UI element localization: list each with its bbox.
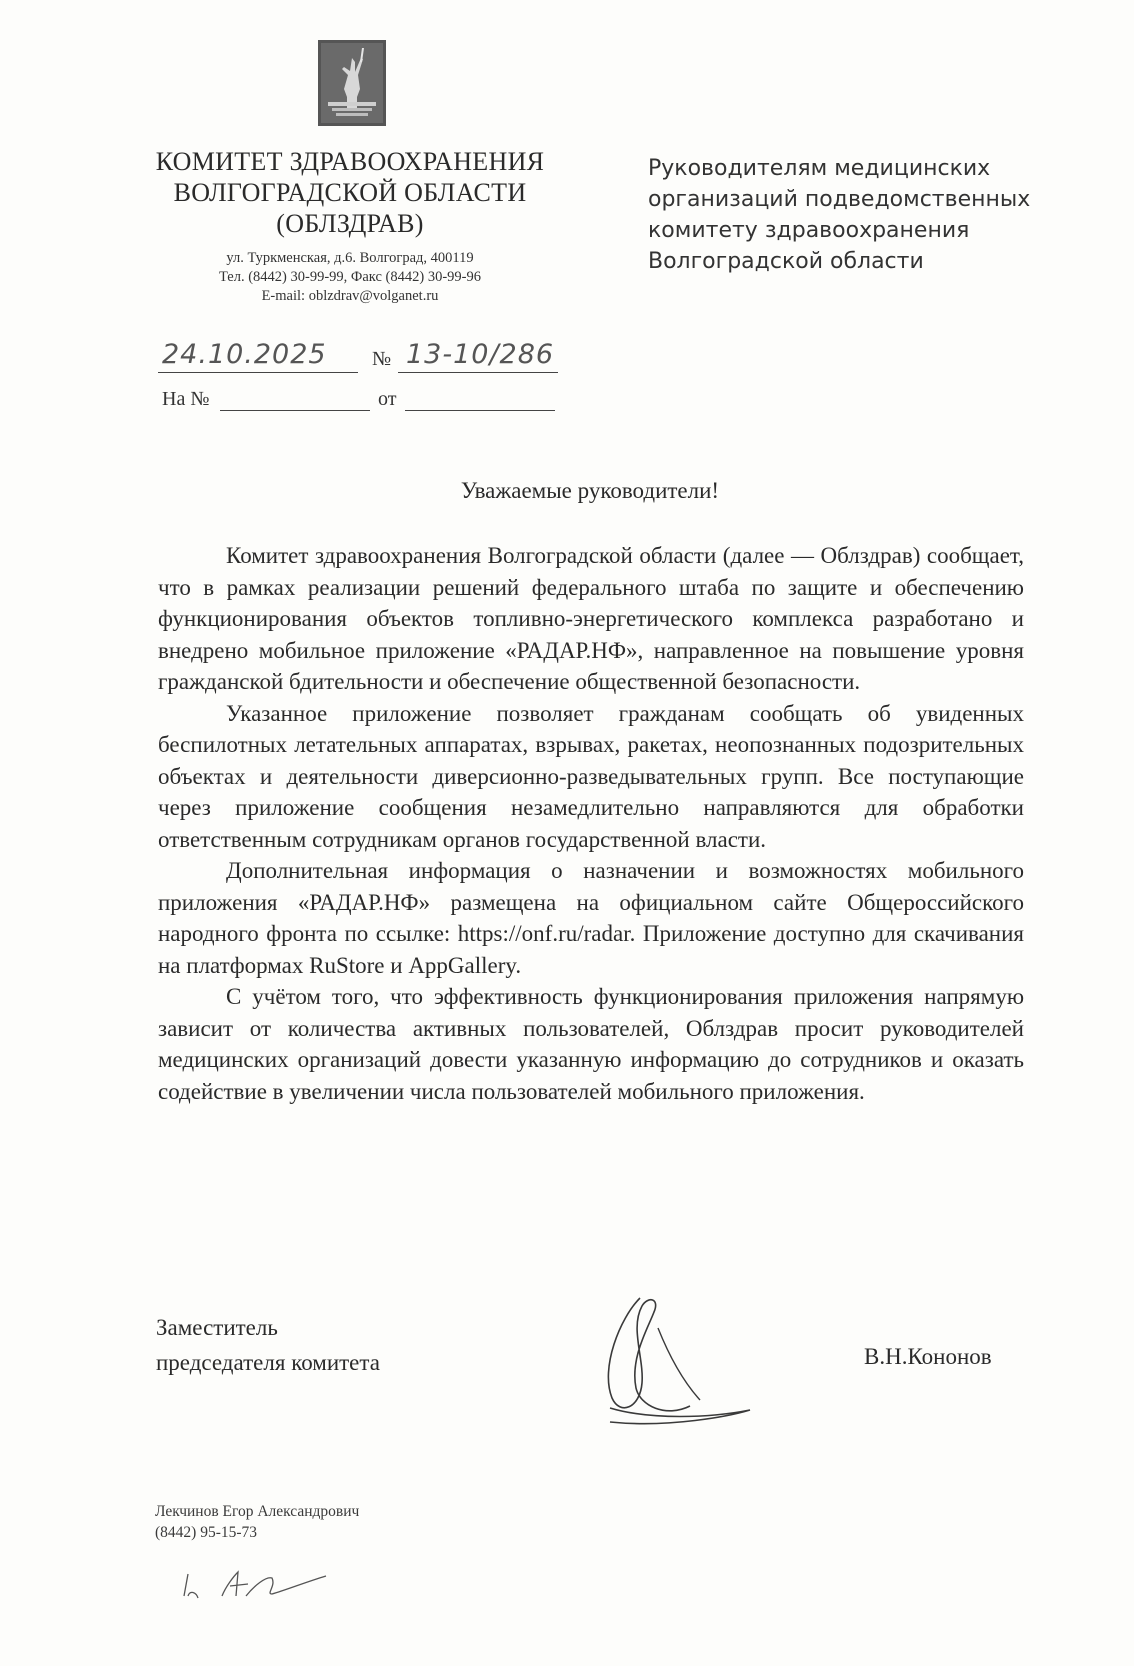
body-paragraph: С учётом того, что эффективность функционирования приложения напрямую зависит от количества активных пользователей, Облздрав просит руководителей медицинских организаций довести указанную информацию до сотрудников и оказать содействие в увеличении числа пользователей мобильного приложения.	[158, 984, 1024, 1104]
organization-contacts	[150, 249, 550, 306]
reply-number-blank	[220, 380, 370, 411]
signer-position-line: Заместитель	[156, 1315, 278, 1340]
salutation: Уважаемые руководители!	[460, 478, 720, 503]
org-name-line: (ОБЛЗДРАВ)	[276, 209, 424, 238]
executor-phone: (8442) 95-15-73	[155, 1524, 258, 1541]
addressee-line: комитету здравоохранения	[648, 218, 970, 243]
outgoing-date-field	[158, 339, 358, 373]
executor-info	[155, 1501, 555, 1543]
addressee-line: организаций подведомственных	[648, 187, 1031, 212]
reply-date-blank	[405, 380, 555, 411]
executor-name: Лекчинов Егор Александрович	[155, 1503, 360, 1520]
body-paragraph: Дополнительная информация о назначении и возможностях мобильного приложения «РАДАР.НФ» размещена на официальном сайте Общероссийского народного фронта по ссылке: https://onf.ru/radar. Приложение доступно для скачивания на платформах RuStore и AppGallery.	[158, 858, 1024, 978]
handwritten-signature	[570, 1288, 770, 1438]
body-paragraph: Комитет здравоохранения Волгоградской области (далее — Облздрав) сообщает, что в рамках реализации решений федерального штаба по защите и обеспечению функционирования объектов топливно-энергетического комплекса разработано и внедрено мобильное приложение «РАДАР.НФ», направленное на повышение уровня гражданской бдительности и обеспечение общественной безопасности.	[158, 543, 1024, 694]
reply-from-label: от	[378, 388, 397, 410]
volgograd-emblem-icon	[318, 40, 386, 126]
addressee-line: Волгоградской области	[648, 249, 924, 274]
handwritten-initials	[176, 1566, 336, 1606]
addressee-line: Руководителям медицинских	[648, 156, 991, 181]
org-address: ул. Туркменская, д.6. Волгоград, 400119	[226, 250, 474, 266]
reply-to-label: На №	[162, 388, 210, 410]
org-name-line: КОМИТЕТ ЗДРАВООХРАНЕНИЯ	[155, 147, 545, 176]
org-name-line: ВОЛГОГРАДСКОЙ ОБЛАСТИ	[173, 178, 527, 207]
org-email: E-mail: oblzdrav@volganet.ru	[261, 288, 439, 304]
letter-body	[158, 540, 1024, 1107]
outgoing-number-field	[398, 339, 558, 373]
signer-position	[156, 1310, 476, 1380]
body-paragraph: Указанное приложение позволяет гражданам сообщать об увиденных беспилотных летательных аппаратах, взрывах, ракетах, неопознанных подозрительных объектах и деятельности диверсионно-разведывательных групп. Все поступающие через приложение сообщения незамедлительно направляются для обработки ответственным сотрудникам органов государственной власти.	[158, 700, 1024, 852]
number-label: №	[372, 348, 392, 370]
organization-name	[140, 146, 560, 239]
outgoing-number: 13-10/286	[406, 339, 555, 370]
signer-position-line: председателя комитета	[156, 1350, 380, 1375]
org-phone-fax: Тел. (8442) 30-99-99, Факс (8442) 30-99-96	[219, 269, 481, 285]
outgoing-date: 24.10.2025	[162, 339, 327, 370]
addressee-block	[648, 153, 1068, 277]
signer-name: В.Н.Кононов	[864, 1344, 992, 1369]
